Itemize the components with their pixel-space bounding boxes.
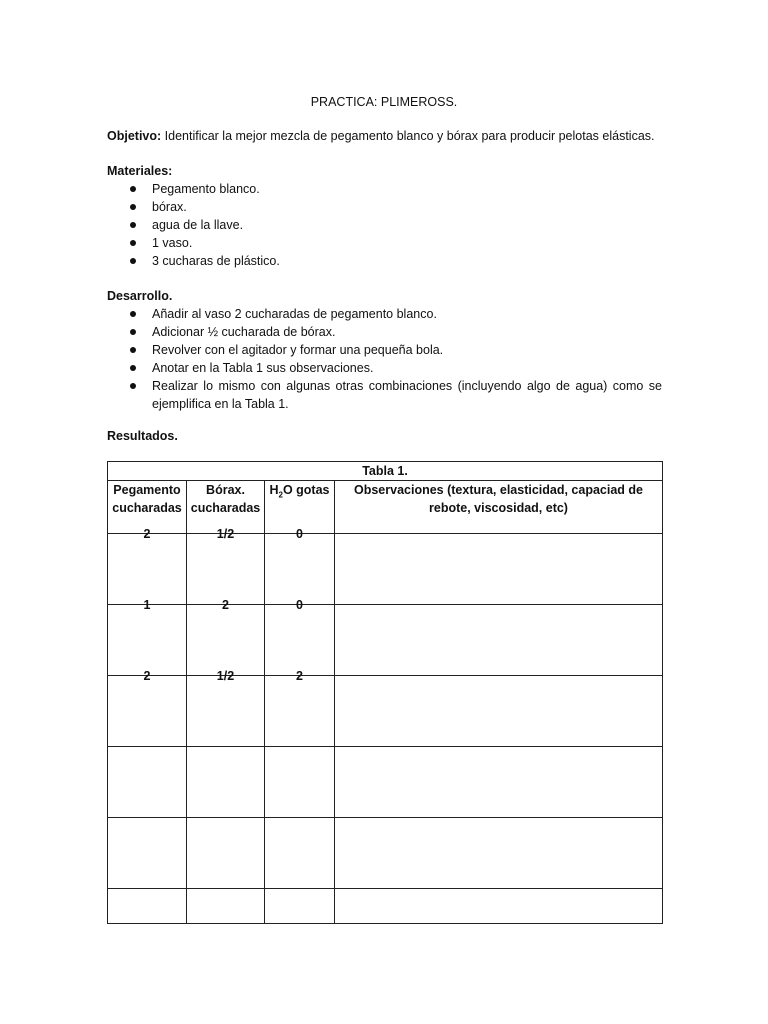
development-step: Anotar en la Tabla 1 sus observaciones. [107, 359, 662, 377]
objective-label: Objetivo: [107, 129, 162, 143]
header-water-suffix: O gotas [282, 483, 330, 497]
materials-section [107, 162, 662, 270]
table-caption-row [108, 462, 663, 481]
cell-water [265, 818, 335, 889]
development-step: Adicionar ½ cucharada de bórax. [107, 323, 662, 341]
table-header-row [108, 481, 663, 534]
materials-item: 1 vaso. [107, 234, 662, 252]
cell-water-value: 2 [296, 669, 303, 683]
materials-heading: Materiales: [107, 164, 173, 178]
cell-borax [187, 527, 265, 605]
cell-glue-value: 2 [143, 669, 151, 683]
cell-glue [108, 527, 187, 605]
cell-borax-value: 2 [222, 598, 229, 612]
cell-observations [335, 818, 663, 889]
cell-borax [187, 818, 265, 889]
header-observations: Observaciones (textura, elasticidad, capaciad de rebote, viscosidad, etc) [335, 481, 663, 534]
cell-glue [108, 747, 187, 818]
cell-glue [108, 669, 187, 747]
cell-glue-value: 1 [143, 598, 151, 612]
development-steps [107, 305, 662, 413]
materials-item: bórax. [107, 198, 662, 216]
cell-borax [187, 669, 265, 747]
materials-item: Pegamento blanco. [107, 180, 662, 198]
document-title: PRACTICA: PLIMEROSS. [310, 95, 458, 109]
table-row [108, 889, 663, 924]
development-step: Revolver con el agitador y formar una pequeña bola. [107, 341, 662, 359]
materials-item: agua de la llave. [107, 216, 662, 234]
table-row [108, 747, 663, 818]
materials-item: 3 cucharas de plástico. [107, 252, 662, 270]
header-borax: Bórax. cucharadas [187, 481, 265, 534]
cell-observations [335, 676, 663, 747]
cell-borax [187, 747, 265, 818]
header-glue: Pegamento cucharadas [108, 481, 187, 534]
table-row [108, 818, 663, 889]
cell-water-value: 0 [296, 527, 303, 541]
cell-borax-value: 1/2 [216, 669, 235, 683]
results-heading: Resultados. [107, 429, 178, 443]
cell-water [265, 527, 335, 605]
materials-list [107, 180, 662, 270]
cell-water [265, 747, 335, 818]
cell-glue [108, 818, 187, 889]
header-water-subscript: 2 [278, 490, 283, 500]
cell-glue [108, 889, 187, 924]
results-table [107, 461, 663, 924]
development-step: Realizar lo mismo con algunas otras combinaciones (incluyendo algo de agua) como se ejemplifica en la Tabla 1. [107, 377, 662, 413]
cell-observations [335, 747, 663, 818]
development-heading: Desarrollo. [107, 289, 173, 303]
cell-glue-value: 2 [143, 527, 151, 541]
table-row [108, 605, 663, 676]
cell-water [265, 598, 335, 676]
cell-observations [335, 534, 663, 605]
cell-water-value: 0 [296, 598, 303, 612]
cell-glue [108, 598, 187, 676]
table-caption: Tabla 1. [108, 462, 663, 481]
table-row [108, 534, 663, 605]
cell-water [265, 669, 335, 747]
table-row [108, 676, 663, 747]
development-step: Añadir al vaso 2 cucharadas de pegamento blanco. [107, 305, 662, 323]
objective-text: Identificar la mejor mezcla de pegamento blanco y bórax para producir pelotas elásticas. [161, 129, 655, 143]
cell-water [265, 889, 335, 924]
cell-borax-value: 1/2 [216, 527, 235, 541]
cell-borax [187, 598, 265, 676]
cell-observations [335, 605, 663, 676]
cell-observations [335, 889, 663, 924]
cell-borax [187, 889, 265, 924]
header-water [265, 481, 335, 534]
development-section [107, 287, 662, 413]
header-water-prefix: H [269, 483, 279, 497]
objective-section [107, 127, 662, 145]
